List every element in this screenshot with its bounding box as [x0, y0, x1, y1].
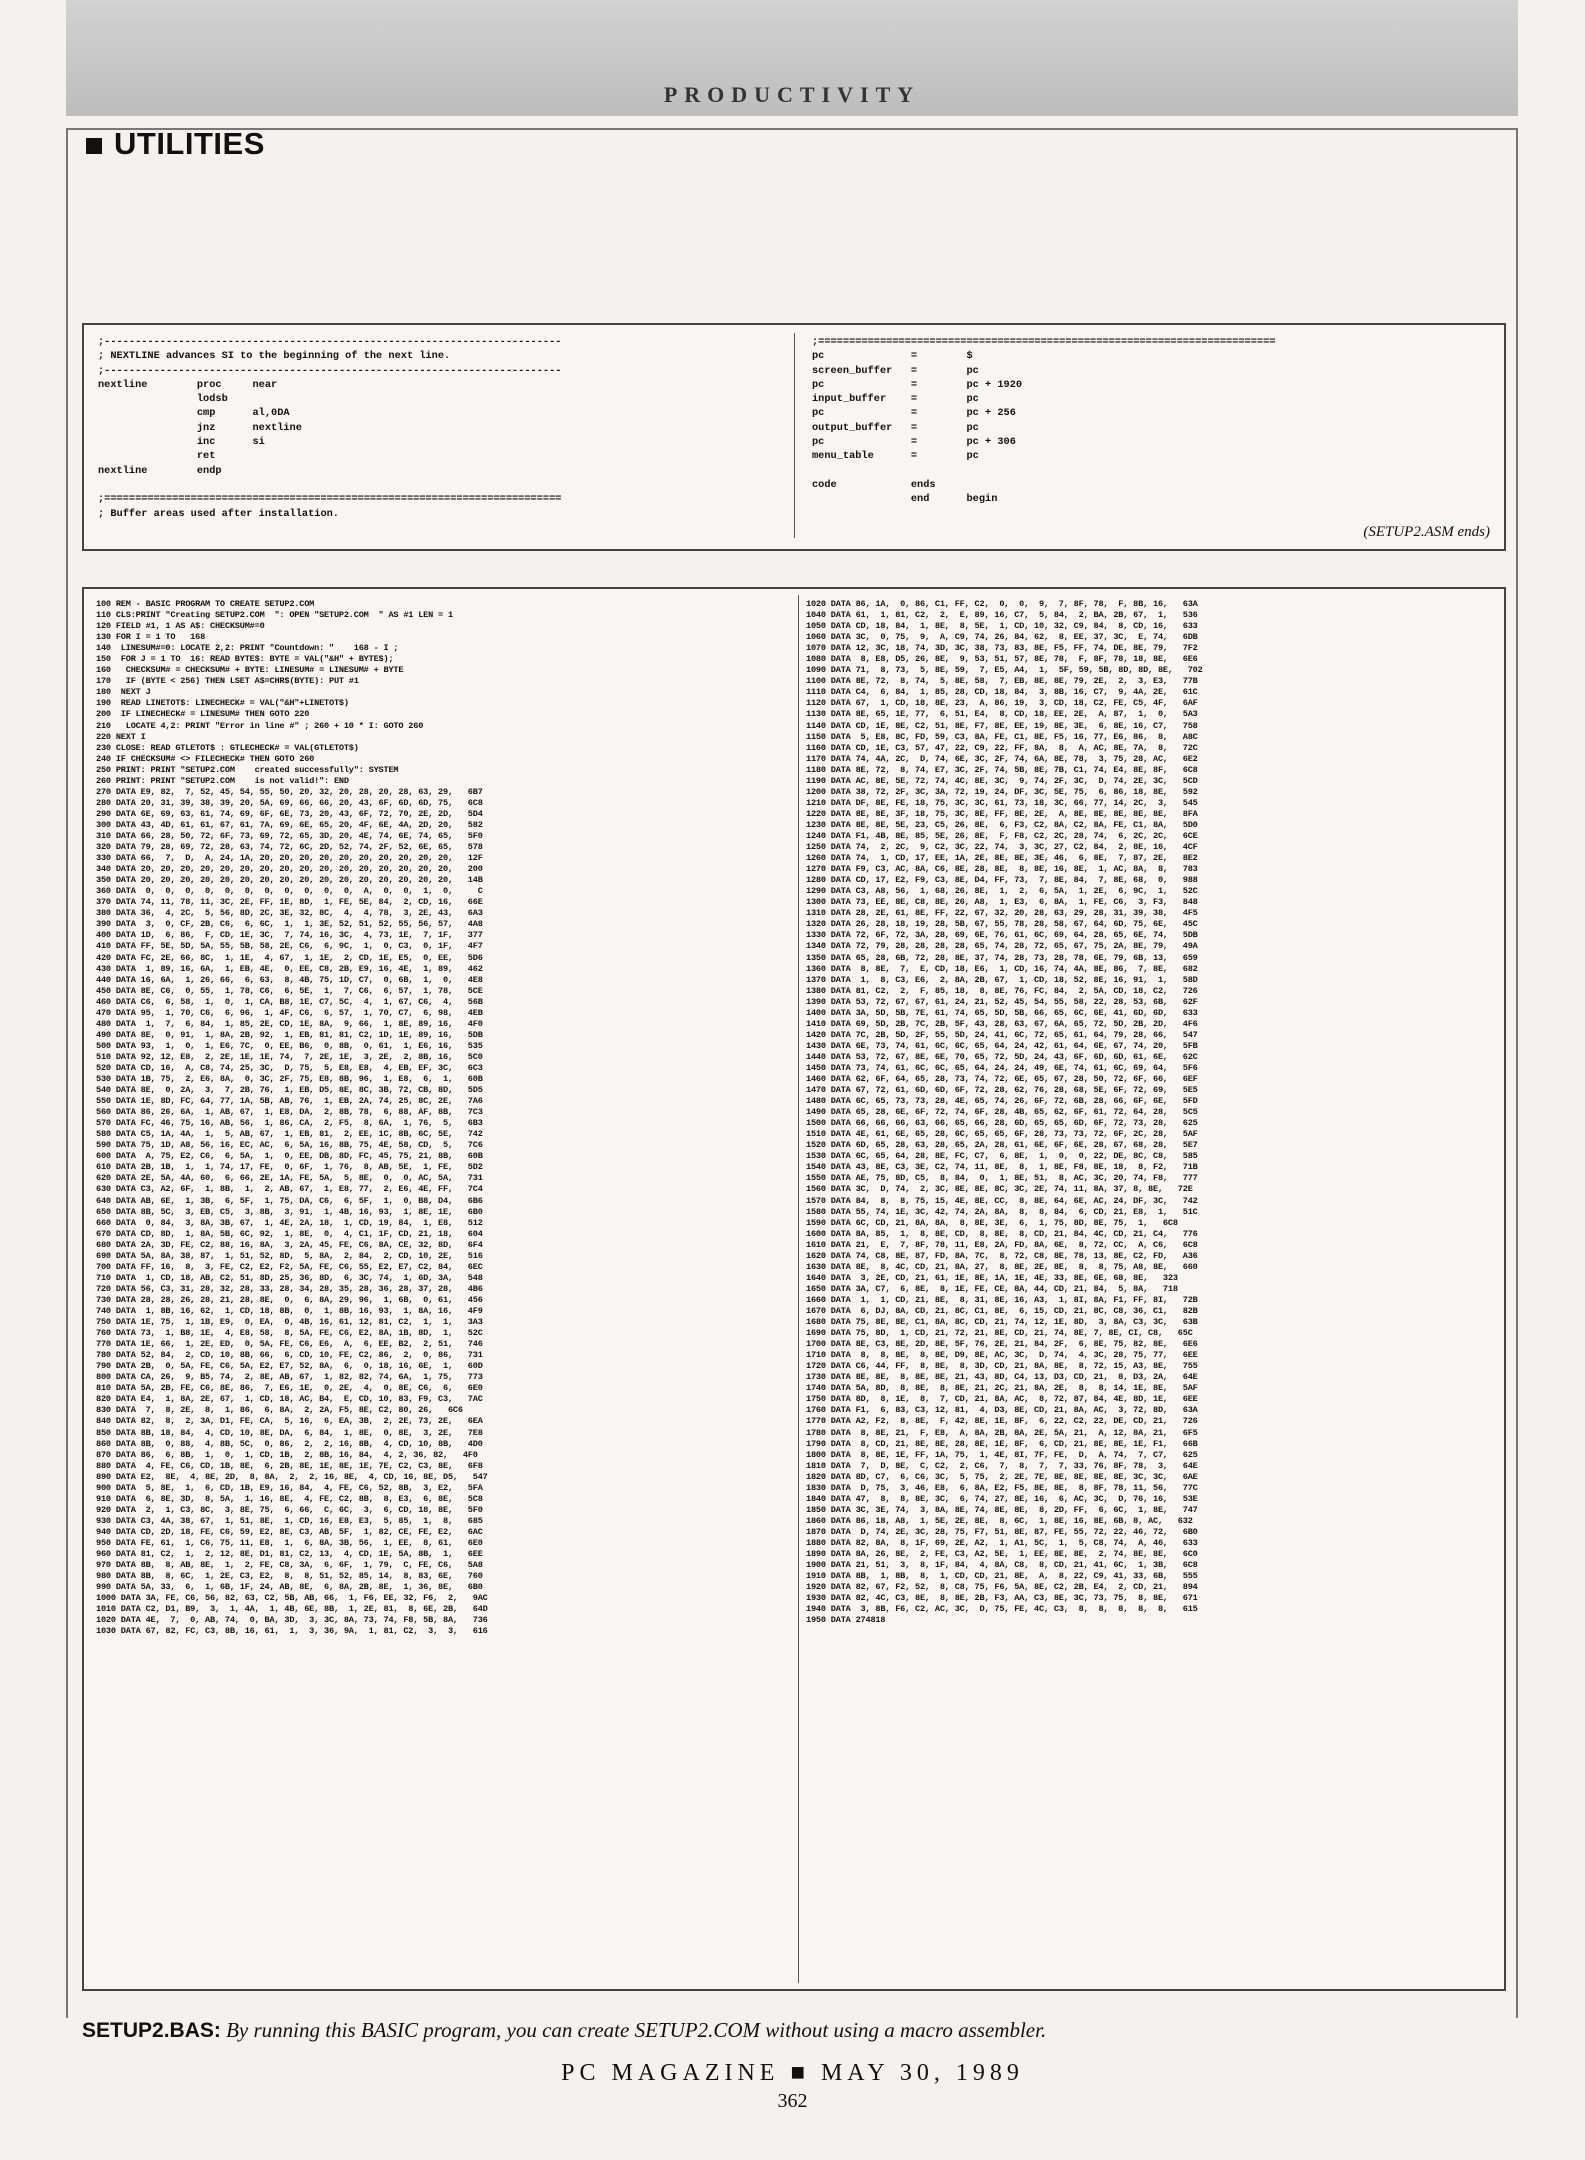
figure-caption [82, 2018, 1046, 2043]
basic-listing-right: 1020 DATA 86, 1A, 0, 86, C1, FF, C2, 0, 0, 9, 7, 8F, 78, F, 8B, 16, 63A 1040 DATA 61, 1, 81, C2, 2, E, 89, 16, C7, 5, 84, 2, BA, 2B, 67, 1, 536 1050 DATA CD, 18, 84, 1, 8E, 8, 5E, 1, CD, 10, 32, C9, 84, 8, CD, 16, 633 1060 DATA 3C, 0, 75, 9, A, C9, 74, 26, 84, 62, 8, EE, 37, 3C, E, 74, 6DB 1070 DATA 12, 3C, 18, 74, 3D, 3C, 38, 73, 83, 8E, F5, FF, 74, DE, 8E, 79, 7F2 1080 DATA 8, E8, D5, 26, 8E, 9, 53, 51, 57, 8E, 78, F, 8F, 78, 18, 8E, 6E6 1090 DATA 71, 8, 73, 5, 8E, 59, 7, E5, A4, 1, 5F, 59, 5B, 8D, 8D, 8E, 702 1100 DATA 8E, 72, 8, 74, 5, 8E, 58, 7, EB, 8E, 8E, 79, 2E, 2, 3, E3, 77B 1110 DATA C4, 6, 84, 1, 85, 28, CD, 18, 84, 3, 8B, 16, C7, 9, 4A, 2E, 61C 1120 DATA 67, 1, CD, 18, 8E, 23, A, 86, 19, 3, CD, 18, C2, FE, C5, 4F, 6AF 1130 DATA 8E, 65, 1E, 77, 6, 51, E4, 8, CD, 18, EE, 2E, A, 87, 1, 0, 5A3 1140 DATA CD, 1E, 8E, C2, 51, 8E, F7, 8E, EE, 19, 8E, 3E, 6, 8E, 16, C7, 758 1150 DATA 5, E8, 8C, FD, 59, C3, 8A, FE, C1, 8E, F5, 16, 77, E6, 86, 8, A8C 1160 DATA CD, 1E, C3, 57, 47, 22, C9, 22, FF, 8A, 8, A, AC, 8E, 7A, 8, 72C 1170 DATA 74, 4A, 2C, D, 74, 6E, 3C, 2F, 74, 6A, 8E, 78, 3, 75, 28, AC, 6E2 1180 DATA 8E, 72, 8, 74, E7, 3C, 2F, 74, 5B, 8E, 7B, C1, 74, E4, 8E, 8F, 6C8 1190 DATA AC, 8E, 5E, 72, 74, 4C, 8E, 3C, 9, 74, 2F, 3C, D, 74, 2E, 3C, 5CD 1200 DATA 38, 72, 2F, 3C, 3A, 72, 19, 24, DF, 3C, 5E, 75, 6, 86, 18, 8E, 592 1210 DATA DF, 8E, FE, 18, 75, 3C, 3C, 61, 73, 18, 3C, 66, 77, 14, 2C, 3, 545 1220 DATA 8E, 8E, 3F, 18, 75, 3C, 8E, FF, 8E, 2E, A, 8E, 8E, 8E, 8E, 8E, 8FA 1230 DATA 8E, 8E, 5E, 23, C5, 26, 8E, 6, F3, C2, 8A, C2, 8A, FE, C1, 8A, 5D0 1240 DATA F1, 4B, 8E, 85, 5E, 26, 8E, F, F8, C2, 2C, 28, 74, 6, 2C, 2C, 6CE 1250 DATA 74, 2, 2C, 9, C2, 3C, 22, 74, 3, 3C, 27, C2, 84, 2, 8E, 16, 4CF 1260 DATA 74, 1, CD, 17, EE, 1A, 2E, 8E, 8E, 3E, 46, 6, 8E, 7, 87, 2E, 8E2 1270 DATA F9, C3, AC, 8A, C6, 8E, 28, 8E, 8, 8E, 16, 8E, 1, AC, 8A, 8, 783 1280 DATA CD, 17, E2, F9, C3, 8E, D4, FF, 73, 7, 8E, 84, 7, 8E, 68, 0, 988 1290 DATA C3, A8, 56, 1, 68, 26, 8E, 1, 2, 6, 5A, 1, 2E, 6, 9C, 1, 52C 1300 DATA 73, EE, 8E, C8, 8E, 26, A8, 1, E3, 6, 8A, 1, FE, C6, 3, F3, 848 1310 DATA 28, 2E, 61, 8E, FF, 22, 67, 32, 20, 28, 63, 29, 28, 31, 39, 38, 4F5 1320 DATA 26, 28, 18, 19, 28, 5B, 67, 55, 78, 28, 58, 67, 64, 6D, 75, 6E, 45C 1330 DATA 72, 6F, 72, 3A, 28, 69, 6E, 76, 61, 6C, 69, 64, 28, 65, 6E, 74, 5DB 1340 DATA 72, 79, 28, 28, 28, 28, 65, 74, 28, 72, 65, 67, 75, 2A, 8E, 79, 49A 1350 DATA 65, 28, 6B, 72, 28, 8E, 37, 74, 28, 73, 28, 78, 6E, 79, 6B, 13, 659 1360 DATA 8, 8E, 7, E, CD, 18, E6, 1, CD, 16, 74, 4A, 8E, 86, 7, 8E, 682 1370 DATA 1, 8, C3, E6, 2, 8A, 2B, 67, 1, CD, 18, 52, 8E, 16, 91, 1, 58D 1380 DATA 81, C2, 2, F, 85, 18, 8, 8E, 76, FC, 84, 2, 5A, CD, 18, C2, 726 1390 DATA 53, 72, 67, 67, 61, 24, 21, 52, 45, 54, 55, 58, 22, 28, 53, 6B, 62F 1400 DATA 3A, 5D, 5B, 7E, 61, 74, 65, 5D, 5B, 66, 65, 6C, 6E, 41, 6D, 6D, 633 1410 DATA 69, 5D, 2B, 7C, 2B, 5F, 43, 28, 63, 67, 6A, 65, 72, 5D, 2B, 2D, 4F6 1420 DATA 7C, 2B, 5D, 2F, 55, 5D, 24, 41, 6C, 72, 65, 61, 64, 79, 28, 66, 547 1430 DATA 6E, 73, 74, 61, 6C, 6C, 65, 64, 24, 42, 61, 64, 6E, 67, 74, 20, 5FB 1440 DATA 53, 72, 67, 8E, 6E, 70, 65, 72, 5D, 24, 43, 6F, 6D, 6D, 61, 6E, 62C 1450 DATA 73, 74, 61, 6C, 6C, 65, 64, 24, 24, 49, 6E, 74, 61, 6C, 69, 64, 5F6 1460 DATA 62, 6F, 64, 65, 28, 73, 74, 72, 6E, 65, 67, 28, 50, 72, 6F, 66, 6EF 1470 DATA 67, 72, 61, 6D, 6D, 6F, 72, 28, 62, 76, 28, 68, 5E, 6F, 72, 69, 5E5 1480 DATA 6C, 65, 73, 73, 28, 4E, 65, 74, 26, 6F, 72, 6B, 28, 66, 6F, 6E, 5FD 1490 DATA 65, 28, 6E, 6F, 72, 74, 6F, 28, 4B, 65, 62, 6F, 61, 72, 64, 28, 5C5 1500 DATA 66, 66, 66, 63, 66, 65, 66, 28, 6D, 65, 65, 6D, 6F, 72, 73, 28, 625 1510 DATA 4E, 61, 6E, 65, 28, 6C, 65, 65, 6F, 28, 73, 73, 72, 6F, 2C, 28, 5AF 1520 DATA 6D, 65, 28, 63, 28, 65, 2A, 28, 61, 6E, 6F, 6E, 28, 67, 68, 28, 5E7 1530 DATA 6C, 65, 64, 28, 8E, FC, C7, 6, 8E, 1, 0, 0, 22, DE, 8C, C8, 585 1540 DATA 43, 8E, C3, 3E, C2, 74, 11, 8E, 8, 1, 8E, F8, 8E, 18, 8, F2, 71B 1550 DATA AE, 75, 8D, C5, 8, 84, 0, 1, 8E, 51, 8, AC, 3C, 20, 74, F8, 777 1560 DATA 3C, D, 74, 2, 3C, 8E, 8E, 8C, 3C, 2E, 74, 11, 8A, 37, 8, 8E, 72E 1570 DATA 84, 8, 8, 75, 15, 4E, 8E, CC, 8, 8E, 64, 6E, AC, 24, DF, 3C, 742 1580 DATA 55, 74, 1E, 3C, 42, 74, 2A, 8A, 8, 8, 84, 6, CD, 21, E8, 1, 51C 1590 DATA 6C, CD, 21, 8A, 8A, 8, 8E, 3E, 6, 1, 75, 8D, 8E, 75, 1, 6C8 1600 DATA 8A, 85, 1, 8, 8E, CD, 8, 8E, 8, CD, 21, 84, 4C, CD, 21, C4, 776 1610 DATA 21, E, 7, 8F, 78, 11, E8, 2A, FD, 8A, 6E, 8, 72, CC, A, C6, 6C8 1620 DATA 74, C8, 8E, 87, FD, 8A, 7C, 8, 72, C8, 8E, 78, 13, 8E, C2, FD, A36 1630 DATA 8E, 8, 4C, CD, 21, 8A, 27, 8, 8E, 2E, 8E, 8, 8, 75, A8, 8E, 660 1640 DATA 3, 2E, CD, 21, 61, 1E, 8E, 1A, 1E, 4E, 33, 8E, 6E, 68, 8E, 323 1650 DATA 3A, C7, 6, 8E, 8, 1E, FE, CE, 8A, 44, CD, 21, 84, 5, 8A, 718 1660 DATA 1, 1, CD, 21, 8E, 8, 31, 8E, 16, A3, 1, 8I, 8A, F1, FF, 8I, 72B 1670 DATA 6, DJ, 8A, CD, 21, 8C, C1, 8E, 6, 15, CD, 21, 8C, C8, 36, C1, 82B 1680 DATA 75, 8E, 8E, C1, 8A, 8C, CD, 21, 74, 12, 1E, 8D, 3, 8A, C3, 3C, 63B 1690 DATA 75, 8D, 1, CD, 21, 72, 21, 8E, CD, 21, 74, 8E, 7, 8E, CI, C8, 65C 1700 DATA 8E, C3, 8E, 2D, 8E, 5F, 76, 2E, 21, 84, 2F, 6, 8E, 75, 82, 8E, 6E6 1710 DATA 8, 8, 8E, 8, 8E, D9, 8E, AC, 3C, D, 74, 4, 3C, 28, 75, 77, 6EE 1720 DATA C6, 44, FF, 8, 8E, 8, 3D, CD, 21, 8A, 8E, 8, 72, 15, A3, 8E, 755 1730 DATA 8E, 8E, 8, 8E, 8E, 21, 43, 8D, C4, 13, D3, CD, 21, 8, D3, 2A, 64E 1740 DATA 5A, 8D, 8, 8E, 8, 8E, 21, 2C, 21, 8A, 2E, 8, 8, 14, 1E, 8E, 5AF 1750 DATA 8D, 8, 1E, 8, 7, CD, 21, 8A, AC, 8, 72, 87, 84, 4E, 8D, 1E, 6EE 1760 DATA F1, 6, 83, C3, 12, 81, 4, D3, 8E, CD, 21, 8A, AC, 3, 72, 8D, 63A 1770 DATA A2, F2, 8, 8E, F, 42, 8E, 1E, 8F, 6, 22, C2, 22, DE, CD, 21, 726 1780 DATA 8, 8E, 21, F, E8, A, 8A, 2B, 8A, 2E, 5A, 21, A, 12, 8A, 21, 6F5 1790 DATA 8, CD, 21, 8E, 8E, 28, 8E, 1E, 8F, 6, CD, 21, 8E, 8E, 1E, F1, 66B 1800 DATA 8, 8E, 1E, FF, 1A, 75, 1, 4E, 8I, 7F, FE, D, A, 74, 7, C7, 625 1810 DATA 7, D, 8E, C, C2, 2, C6, 7, 8, 7, 7, 33, 76, 8F, 78, 3, 64E 1820 DATA 8D, C7, 6, C6, 3C, 5, 75, 2, 2E, 7E, 8E, 8E, 8E, 8E, 3C, 3C, 6AE 1830 DATA D, 75, 3, 46, E8, 6, 8A, E2, F5, 8E, 8E, 8, 8F, 78, 11, 56, 77C 1840 DATA 47, 8, 8, 8E, 3C, 6, 74, 27, 8E, 16, 6, AC, 3C, D, 76, 16, 53E 1850 DATA 3C, 3E, 74, 3, 8A, 8E, 74, 8E, 8E, 8, 2D, FF, 6, 6C, 1, 8E, 747 1860 DATA 86, 18, A8, 1, 5E, 2E, 8E, 8, 6C, 1, 8E, 16, 8E, 6B, 8, AC, 632 1870 DATA D, 74, 2E, 3C, 28, 75, F7, 51, 8E, 87, FE, 55, 72, 22, 46, 72, 6B0 1880 DATA 82, 8A, 8, 1F, 69, 2E, A2, 1, A1, 5C, 1, 5, C8, 74, A, 46, 633 1890 DATA 8A, 26, 8E, 2, FE, C3, A2, 5E, 1, EE, 8E, 8E, 2, 74, 8E, 8E, 6C0 1900 DATA 21, 51, 3, 8, 1F, 84, 4, 8A, C8, 8, CD, 21, 41, 6C, 1, 3B, 6C8 1910 DATA 8B, 1, 8B, 8, 1, CD, CD, 21, 8E, A, 8, 22, C9, 41, 33, 6B, 555 1920 DATA 82, 67, F2, 52, 8, C8, 75, F6, 5A, 8E, C2, 2B, E4, 2, CD, 21, 894 1930 DATA 82, 4C, C3, 8E, 8, 8E, 2B, F3, AA, C3, 8E, 3C, 73, 75, 8, 8E, 671 1940 DATA 3, 8B, F6, C2, AC, 3C, D, 75, FE, 4C, C3, 8, 8, 8, 8, 8, 615 1950 DATA 274818 [806, 599, 1203, 1626]
column-heading [86, 126, 265, 162]
page-number: 362 [777, 2090, 808, 2112]
asm-column-divider [794, 333, 795, 538]
caption-text: By running this BASIC program, you can create SETUP2.COM without using a macro assembler. [220, 2018, 1047, 2042]
asm-listing-box [82, 323, 1506, 551]
column-heading-text: UTILITIES [114, 126, 265, 161]
frame-right-rule [1516, 128, 1518, 2018]
asm-listing-right: ;========================================================================== pc = $ screen_buffer = pc pc = pc + 1920 input_buffer = pc pc = pc + 256 output_buffer = pc pc = pc + 306 menu_table = pc code ends end begin [812, 336, 1276, 506]
frame-top-rule [66, 128, 1518, 130]
asm-ends-note: (SETUP2.ASM ends) [1363, 524, 1490, 540]
section-title: PRODUCTIVITY [663, 82, 921, 107]
frame-left-rule [66, 128, 68, 2018]
square-bullet-icon [86, 138, 102, 154]
caption-label: SETUP2.BAS: [82, 2019, 221, 2042]
basic-listing-box [82, 587, 1506, 1991]
footer-masthead: PC MAGAZINE ■ MAY 30, 1989 [561, 2060, 1024, 2086]
basic-column-divider [798, 595, 799, 1983]
basic-listing-left: 100 REM - BASIC PROGRAM TO CREATE SETUP2.COM 110 CLS:PRINT "Creating SETUP2.COM ": OPEN "SETUP2.COM " AS #1 LEN = 1 120 FIELD #1, 1 AS A$: CHECKSUM#=0 130 FOR I = 1 TO 168 140 LINESUM#=0: LOCATE 2,2: PRINT "Countdown: " 168 - I ; 150 FOR J = 1 TO 16: READ BYTE$: BYTE = VAL("&H" + BYTE$); 160 CHECKSUM# = CHECKSUM# + BYTE: LINESUM# = LINESUM# + BYTE 170 IF (BYTE < 256) THEN LSET A$=CHR$(BYTE): PUT #1 180 NEXT J 190 READ LINETOT$: LINECHECK# = VAL("&H"+LINETOT$) 200 IF LINECHECK# = LINESUM# THEN GOTO 220 210 LOCATE 4,2: PRINT "Error in line #" ; 260 + 10 * I: GOTO 260 220 NEXT I 230 CLOSE: READ GTLETOT$ : GTLECHECK# = VAL(GTLETOT$) 240 IF CHECKSUM# <> FILECHECK# THEN GOTO 260 250 PRINT: PRINT "SETUP2.COM created successfully": SYSTEM 260 PRINT: PRINT "SETUP2.COM is not valid!": END 270 DATA E9, 82, 7, 52, 45, 54, 55, 50, 20, 32, 20, 28, 20, 28, 63, 29, 6B7 280 DATA 20, 31, 39, 38, 39, 20, 5A, 69, 66, 66, 20, 43, 6F, 6D, 6D, 75, 6C8 290 DATA 6E, 69, 63, 61, 74, 69, 6F, 6E, 73, 20, 43, 6F, 72, 70, 2E, 2D, 5D4 300 DATA 43, 4D, 61, 61, 67, 61, 7A, 69, 6E, 65, 20, 4F, 6E, 4A, 2D, 20, 582 310 DATA 66, 28, 50, 72, 6F, 73, 69, 72, 65, 3D, 20, 4E, 74, 6E, 74, 65, 5F0 320 DATA 79, 28, 69, 72, 28, 63, 74, 72, 6C, 2D, 52, 74, 2F, 52, 6E, 65, 578 330 DATA 66, 7, D, A, 24, 1A, 20, 20, 20, 20, 20, 20, 20, 20, 20, 20, 12F 340 DATA 20, 20, 20, 20, 20, 20, 20, 20, 20, 20, 20, 20, 20, 20, 20, 20, 200 350 DATA 20, 20, 20, 20, 20, 20, 20, 20, 20, 20, 20, 20, 20, 20, 20, 20, 14B 360 DATA 0, 0, 0, 0, 0, 0, 0, 0, 0, 0, 0, A, 0, 0, 1, 0, C 370 DATA 74, 11, 78, 11, 3C, 2E, FF, 1E, 8D, 1, FE, 5E, 84, 2, CD, 16, 66E 380 DATA 36, 4, 2C, 5, 56, 8D, 2C, 3E, 32, 8C, 4, 4, 78, 3, 2E, 43, 6A3 390 DATA 3, 0, CF, 2B, C6, 6, 6C, 1, 1, 3E, 52, 51, 52, 55, 56, 57, 4A8 400 DATA 1D, 6, 86, F, CD, 1E, 3C, 7, 74, 16, 3C, 4, 73, 1E, 7, 1F, 377 410 DATA FF, 5E, 5D, 5A, 55, 5B, 58, 2E, C6, 6, 9C, 1, 0, C3, 0, 1F, 4F7 420 DATA FC, 2E, 66, 8C, 1, 1E, 4, 67, 1, 1E, 2, CD, 1E, E5, 0, EE, 5D6 430 DATA 1, 89, 16, 6A, 1, EB, 4E, 0, EE, C8, 2B, E9, 16, 4E, 1, 89, 462 440 DATA 16, 6A, 1, 26, 66, 6, 63, 8, 4B, 75, 1D, C7, 0, 6B, 1, 0, 4E8 450 DATA 8E, C6, 0, 55, 1, 78, C6, 6, 5E, 1, 7, C6, 6, 57, 1, 78, 5CE 460 DATA C6, 6, 58, 1, 0, 1, CA, B8, 1E, C7, 5C, 4, 1, 67, C6, 4, 56B 470 DATA 95, 1, 70, C6, 6, 96, 1, 4F, C6, 6, 57, 1, 70, C7, 6, 98, 4EB 480 DATA 1, 7, 6, 84, 1, 85, 2E, CD, 1E, 8A, 9, 66, 1, 8E, 89, 16, 4F0 490 DATA 8E, 0, 91, 1, 8A, 2B, 92, 1, EB, 81, 81, C2, 1D, 1E, 89, 16, 5DB 500 DATA 93, 1, 0, 1, E6, 7C, 0, EE, B6, 0, 8B, 0, 61, 1, E6, 16, 535 510 DATA 92, 12, E8, 2, 2E, 1E, 1E, 74, 7, 2E, 1E, 3, 2E, 2, 8B, 16, 5C0 520 DATA CD, 16, A, C8, 74, 25, 3C, D, 75, 5, E8, E8, 4, EB, EF, 3C, 6C3 530 DATA 1B, 75, 2, E6, 8A, 0, 3C, 2F, 75, E8, 8B, 96, 1, E8, 6, 1, 60B 540 DATA 8E, 0, 2A, 3, 7, 2B, 76, 1, EB, D5, 8E, 8C, 3B, 72, CB, 8D, 5D5 550 DATA 1E, 8D, FC, 64, 77, 1A, 5B, AB, 76, 1, EB, 2A, 74, 25, 8C, 2E, 7A6 560 DATA 86, 26, 6A, 1, AB, 67, 1, E8, DA, 2, 8B, 78, 6, 88, AF, 8B, 7C3 570 DATA FC, 46, 75, 16, AB, 56, 1, 86, CA, 2, F5, 8, 6A, 1, 76, 5, 6B3 580 DATA C5, 1A, 4A, 1, 5, AB, 67, 1, EB, 81, 2, EE, 1C, 8B, 6C, 5E, 742 590 DATA 75, 1D, A8, 56, 16, EC, AC, 6, 5A, 16, 8B, 75, 4E, 58, CD, 5, 7C6 600 DATA A, 75, E2, C6, 6, 5A, 1, 0, EE, DB, 8D, FC, 45, 75, 21, 8B, 60B 610 DATA 2B, 1B, 1, 1, 74, 17, FE, 0, 6F, 1, 76, 8, AB, 5E, 1, FE, 5D2 620 DATA 2E, 5A, 4A, 60, 6, 66, 2E, 1A, FE, 5A, 5, 8E, 0, 0, AC, 5A, 731 630 DATA C3, A2, 6F, 1, 8B, 1, 2, AB, 67, 1, E8, 77, 2, E6, 4E, FF, 7C4 640 DATA AB, 6E, 1, 3B, 6, 5F, 1, 75, DA, C6, 6, 5F, 1, 0, B8, D4, 6B6 650 DATA 8B, 5C, 3, EB, C5, 3, 8B, 3, 91, 1, 4B, 16, 93, 1, 8E, 1E, 6B0 660 DATA 0, 84, 3, 8A, 3B, 67, 1, 4E, 2A, 18, 1, CD, 19, 84, 1, E8, 512 670 DATA CD, 8D, 1, 8A, 5B, 6C, 92, 1, 8E, 0, 4, C1, 1F, CD, 21, 18, 604 680 DATA 2A, 3D, FE, C2, 88, 16, 8A, 3, 2A, 45, FE, C6, 8A, CE, 32, 8D, 6F4 690 DATA 5A, 8A, 38, 87, 1, 51, 52, 8D, 5, 8A, 2, 84, 2, CD, 10, 2E, 516 700 DATA FF, 16, 8, 3, FE, C2, E2, F2, 5A, FE, C6, 55, E2, E7, C2, 84, 6EC 710 DATA 1, CD, 18, AB, C2, 51, 8D, 25, 36, 8D, 6, 3C, 74, 1, 6D, 3A, 548 720 DATA 56, C3, 31, 28, 32, 28, 33, 28, 34, 28, 35, 28, 36, 28, 37, 28, 4B6 730 DATA 28, 28, 26, 28, 21, 28, 8E, 0, 6, 8A, 29, 96, 1, 6B, 0, 61, 456 740 DATA 1, 8B, 16, 62, 1, CD, 18, 8B, 0, 1, 8B, 16, 93, 1, 8A, 16, 4F9 750 DATA 1E, 75, 1, 1B, E9, 0, EA, 0, 4B, 16, 61, 12, 81, C2, 1, 1, 3A3 760 DATA 73, 1, B8, 1E, 4, E8, 58, 8, 5A, FE, C6, E2, 8A, 1B, 8D, 1, 52C 770 DATA 1E, 66, 1, 2E, ED, 0, 5A, FE, C6, E6, A, 6, EE, B2, 2, 51, 746 780 DATA 52, 84, 2, CD, 10, 8B, 66, 6, CD, 10, FE, C2, 86, 2, 0, 86, 731 790 DATA 2B, 0, 5A, FE, C6, 5A, E2, E7, 52, 8A, 6, 0, 18, 16, 6E, 1, 60D 800 DATA CA, 26, 9, B5, 74, 2, 8E, AB, 67, 1, 82, 82, 74, 6A, 1, 75, 773 810 DATA 5A, 2B, FE, C6, 8E, 86, 7, E6, 1E, 0, 2E, 4, 0, 8E, C6, 6, 6E0 820 DATA E4, 1, 8A, 2E, 67, 1, CD, 18, AC, B4, E, CD, 10, 83, F9, C3, 7AC 830 DATA 7, 8, 2E, 8, 1, 86, 6, 8A, 2, 2A, F5, 8E, C2, 80, 26, 6C6 840 DATA 82, 8, 2, 3A, D1, FE, CA, 5, 16, 6, EA, 3B, 2, 2E, 73, 2E, 6EA 850 DATA 8B, 18, 84, 4, CD, 10, 8E, DA, 6, 84, 1, 8E, 0, 8E, 3, 2E, 7E8 860 DATA 8B, 0, 88, 4, 8B, 5C, 0, 86, 2, 2, 16, 8B, 4, CD, 10, 8B, 4D0 870 DATA 86, 6, 8B, 1, 0, 1, CD, 1B, 2, 8B, 16, 84, 4, 2, 36, 82, 4F0 880 DATA 4, FE, C6, CD, 1B, 8E, 6, 2B, 8E, 1E, 8E, 1E, 7E, C2, C3, 8E, 6F8 890 DATA E2, 8E, 4, 8E, 2D, 8, 8A, 2, 2, 16, 8E, 4, CD, 16, 8E, D5, 547 900 DATA 5, 8E, 1, 6, CD, 1B, E9, 16, 84, 4, FE, C6, 52, 8B, 3, E2, 5FA 910 DATA 6, 8E, 3D, 8, 5A, 1, 16, 8E, 4, FE, C2, 8B, 8, E3, 6, 8E, 5C8 920 DATA 2, 1, C3, 8C, 3, 8E, 75, 6, 66, C, 6C, 3, 6, CD, 18, 8E, 5F0 930 DATA C3, 4A, 38, 67, 1, 51, 8E, 1, CD, 16, E8, E3, 5, 85, 1, 8, 685 940 DATA CD, 2D, 18, FE, C6, 59, E2, 8E, C3, AB, 5F, 1, 82, CE, FE, E2, 6AC 950 DATA FE, 61, 1, C6, 75, 11, E8, 1, 6, 8A, 3B, 56, 1, EE, 8, 61, 6E0 960 DATA 81, C2, 1, 2, 12, 8E, D1, 81, C2, 13, 4, CD, 1E, 5A, 8B, 1, 6EE 970 DATA 8B, 8, AB, 8E, 1, 2, FE, C8, 3A, 6, 6F, 1, 79, C, FE, C6, 5A8 980 DATA 8B, 8, 6C, 1, 2E, C3, E2, 8, 8, 51, 52, 85, 14, 8, 83, 6E, 760 990 DATA 5A, 33, 6, 1, 6B, 1F, 24, AB, 8E, 6, 8A, 2B, 8E, 1, 36, 8E, 6B0 1000 DATA 3A, FE, C6, 56, 82, 63, C2, 5B, AB, 66, 1, F6, EE, 32, F6, 2, 9AC 1010 DATA C2, D1, B9, 3, 1, 4A, 1, 4B, 6E, 8B, 1, 2E, 81, 8, 6E, 2B, 64D 1020 DATA 4E, 7, 0, AB, 74, 0, BA, 3D, 3, 3C, 8A, 73, 74, F8, 5B, 8A, 736 1030 DATA 67, 82, FC, C3, 8B, 16, 61, 1, 3, 36, 9A, 1, 81, C2, 3, 3, 616 [96, 599, 488, 1637]
asm-listing-left: ;-------------------------------------------------------------------------- ; NEXTLINE advances SI to the beginning of the next line. ;-------------------------------------------------------------------------- nextline proc near lodsb cmp al,0DA jnz nextline inc si ret nextline endp ;========================================================================== ; Buffer areas used after installation. [98, 336, 562, 520]
